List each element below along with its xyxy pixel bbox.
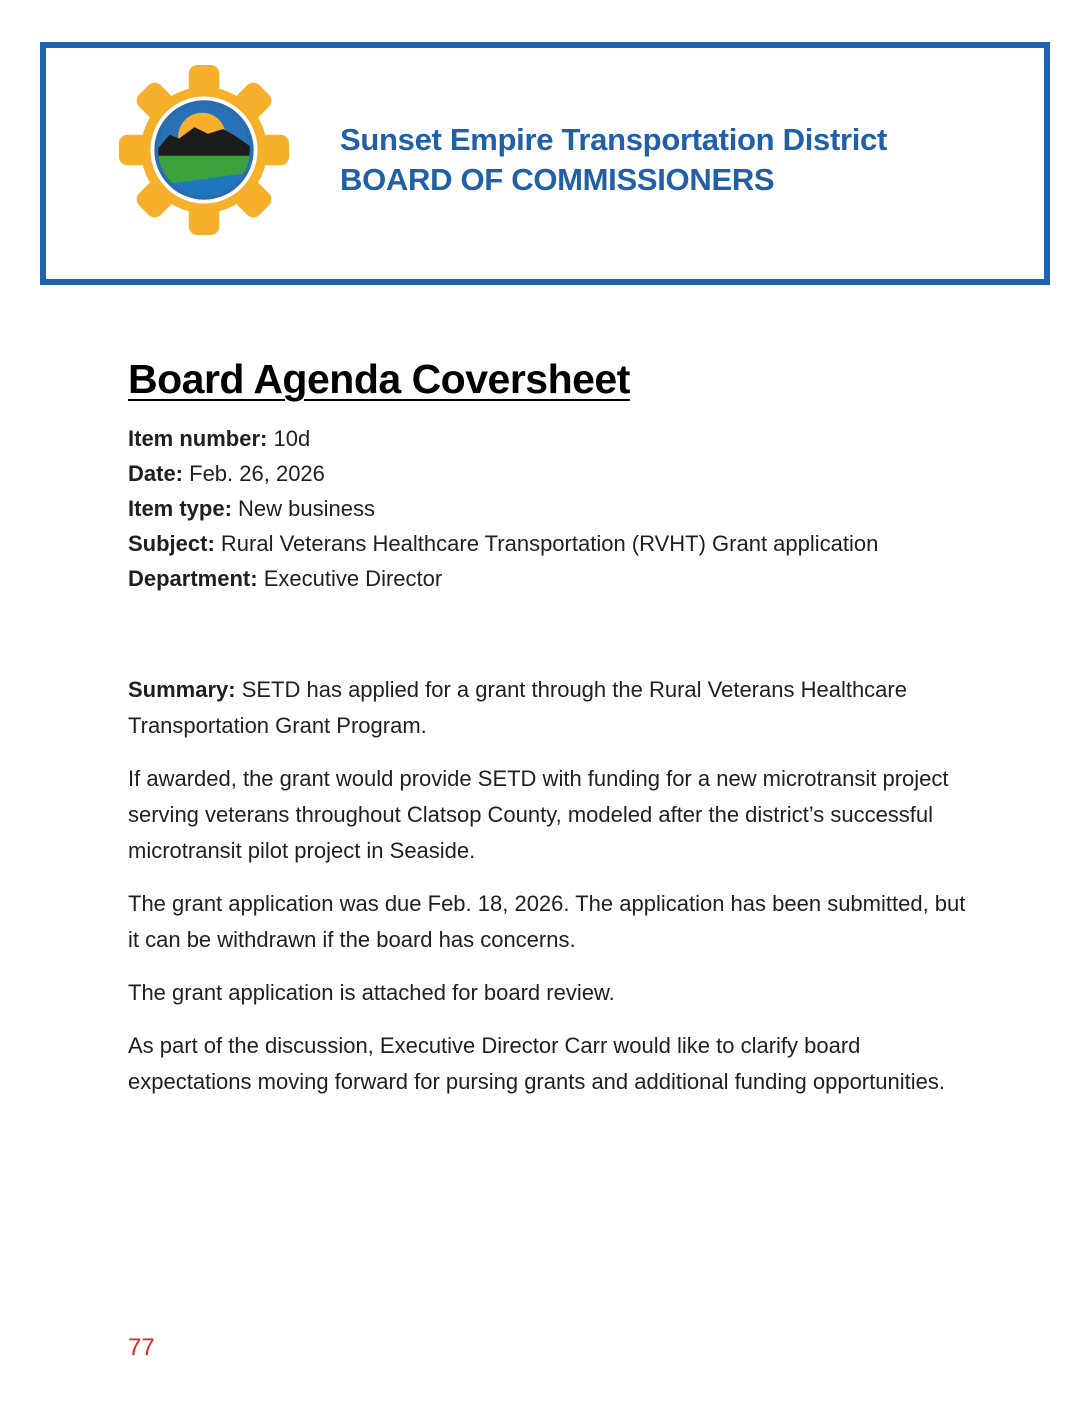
meta-label: Item type: — [128, 496, 232, 521]
org-subtitle: BOARD OF COMMISSIONERS — [340, 162, 775, 197]
meta-value: Feb. 26, 2026 — [183, 461, 325, 486]
page-title: Board Agenda Coversheet — [128, 356, 630, 402]
body-paragraph: As part of the discussion, Executive Director Carr would like to clarify board expectations moving forward for pursing grants and additional funding opportunities. — [128, 1033, 945, 1094]
org-title-block — [340, 120, 887, 200]
meta-block — [128, 421, 988, 596]
meta-item-type — [128, 491, 988, 526]
meta-value: New business — [231, 496, 375, 521]
meta-label: Subject: — [128, 531, 215, 556]
district-logo — [118, 64, 290, 236]
meta-value: Executive Director — [257, 566, 443, 591]
meta-value: 10d — [267, 426, 311, 451]
meta-label: Department: — [128, 566, 258, 591]
meta-item-number — [128, 421, 988, 456]
summary-paragraph — [128, 672, 980, 744]
page-number: 77 — [128, 1334, 155, 1361]
body-paragraph: The grant application was due Feb. 18, 2026. The application has been submitted, but it can be withdrawn if the board has concerns. — [128, 891, 966, 952]
body-paragraph: The grant application is attached for board review. — [128, 980, 615, 1005]
summary-block — [128, 672, 980, 1117]
org-name: Sunset Empire Transportation District — [340, 122, 888, 157]
summary-label: Summary: — [128, 677, 236, 702]
summary-text: SETD has applied for a grant through the Rural Veterans Healthcare Transportation Grant Program. — [128, 677, 907, 738]
gear-icon — [118, 64, 290, 236]
meta-department — [128, 561, 988, 596]
body-paragraph: If awarded, the grant would provide SETD with funding for a new microtransit project serving veterans throughout Clatsop County, modeled after the district’s successful microtransit pilot project in Seaside. — [128, 766, 949, 863]
meta-date — [128, 456, 988, 491]
header-banner — [40, 42, 1050, 285]
meta-label: Date: — [128, 461, 184, 486]
meta-subject — [128, 526, 988, 561]
meta-value: Rural Veterans Healthcare Transportation (RVHT) Grant application — [214, 531, 879, 556]
meta-label: Item number: — [128, 426, 268, 451]
